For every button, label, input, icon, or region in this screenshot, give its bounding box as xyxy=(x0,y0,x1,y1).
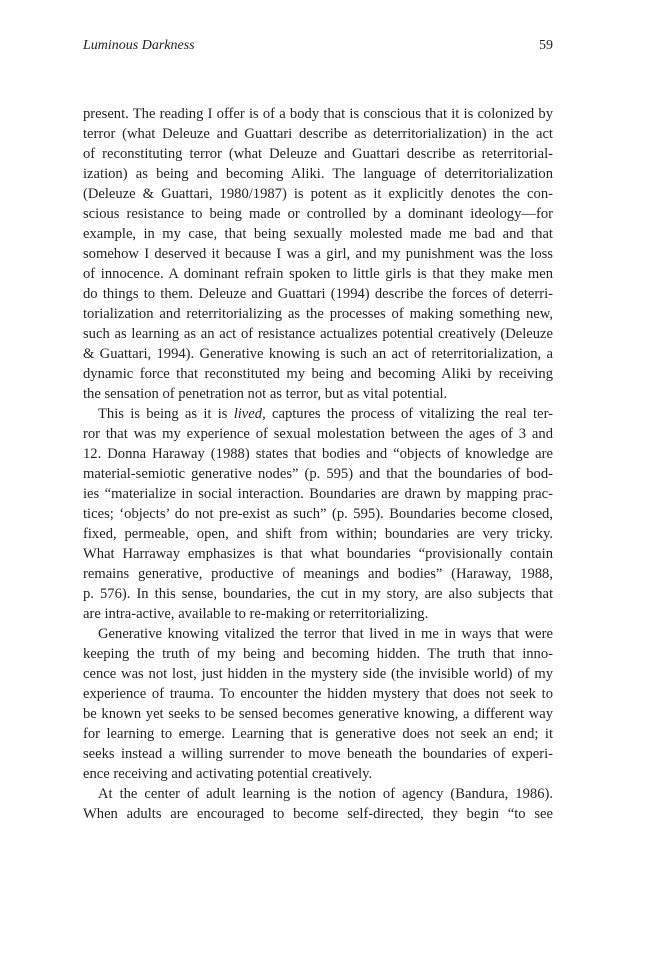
text-line: the sensation of penetration not as terror, but as vital potential. xyxy=(83,386,448,402)
text-segment: , captures the process of vitalizing the real ter- xyxy=(262,406,553,422)
running-title: Luminous Darkness xyxy=(83,38,195,53)
running-head xyxy=(83,38,553,58)
text-line: p. 576). In this sense, boundaries, the cut in my story, are also subjects that xyxy=(83,586,553,602)
text-line: of innocence. A dominant refrain spoken to little girls is that they make men xyxy=(83,266,553,282)
text-line: scious resistance to being made or controlled by a dominant ideology—for xyxy=(83,206,553,222)
text-line: example, in my case, that being sexually molested made me bad and that xyxy=(83,226,553,242)
text-line xyxy=(83,404,553,424)
text-segment: This is being as it is xyxy=(98,406,234,422)
text-line: be known yet seeks to be sensed becomes generative knowing, a different way xyxy=(83,706,553,722)
text-line: for learning to emerge. Learning that is generative does not seek an end; it xyxy=(83,726,553,742)
italic-word: lived xyxy=(233,406,263,422)
text-line: seeks instead a willing surrender to move beneath the boundaries of experi- xyxy=(83,746,553,762)
text-line: experience of trauma. To encounter the hidden mystery that does not seek to xyxy=(83,686,553,702)
text-line: are intra-active, available to re-making or reterritorializing. xyxy=(83,606,429,622)
text-line: What Harraway emphasizes is that what boundaries “provisionally contain xyxy=(83,546,553,562)
text-line: present. The reading I offer is of a body that is conscious that it is colonized by xyxy=(83,106,553,122)
text-line: ization) as being and becoming Aliki. The language of deterritorialization xyxy=(83,166,553,182)
text-line: ence receiving and activating potential creatively. xyxy=(83,766,373,782)
text-line: such as learning as an act of resistance actualizes potential creatively (Deleuze xyxy=(83,326,553,342)
text-line: keeping the truth of my being and becoming hidden. The truth that inno- xyxy=(83,646,553,662)
text-line: fixed, permeable, open, and shift from within; boundaries are very tricky. xyxy=(83,526,553,542)
text-line: somehow I deserved it because I was a girl, and my punishment was the loss xyxy=(83,246,553,262)
text-line: 12. Donna Haraway (1988) states that bodies and “objects of knowledge are xyxy=(83,446,553,462)
page-number: 59 xyxy=(539,38,553,53)
text-line: ror that was my experience of sexual molestation between the ages of 3 and xyxy=(83,426,553,442)
text-line: ies “materialize in social interaction. Boundaries are drawn by mapping prac- xyxy=(83,486,553,502)
text-line: & Guattari, 1994). Generative knowing is such an act of reterritorialization, a xyxy=(83,346,553,362)
text-line: cence was not lost, just hidden in the mystery side (the invisible world) of my xyxy=(83,666,553,682)
text-line: torialization and reterritorializing as the processes of making something new, xyxy=(83,306,553,322)
text-line: do things to them. Deleuze and Guattari (1994) describe the forces of deterri- xyxy=(83,286,553,302)
text-line: remains generative, productive of meanings and bodies” (Haraway, 1988, xyxy=(83,566,553,582)
text-line: of reconstituting terror (what Deleuze and Guattari describe as reterritorial- xyxy=(83,146,553,162)
text-line: material-semiotic generative nodes” (p. 595) and that the boundaries of bod- xyxy=(83,466,553,482)
text-line: (Deleuze & Guattari, 1980/1987) is potent as it explicitly denotes the con- xyxy=(83,186,553,202)
text-line: At the center of adult learning is the notion of agency (Bandura, 1986). xyxy=(98,786,553,802)
text-line: When adults are encouraged to become self-directed, they begin “to see xyxy=(83,806,553,822)
body-text xyxy=(83,104,553,824)
text-line: terror (what Deleuze and Guattari describe as deterritorialization) in the act xyxy=(83,126,553,142)
text-line: tices; ‘objects’ do not pre-exist as such” (p. 595). Boundaries become closed, xyxy=(83,506,553,522)
text-line: dynamic force that reconstituted my being and becoming Aliki by receiving xyxy=(83,366,553,382)
text-line: Generative knowing vitalized the terror that lived in me in ways that were xyxy=(98,626,553,642)
